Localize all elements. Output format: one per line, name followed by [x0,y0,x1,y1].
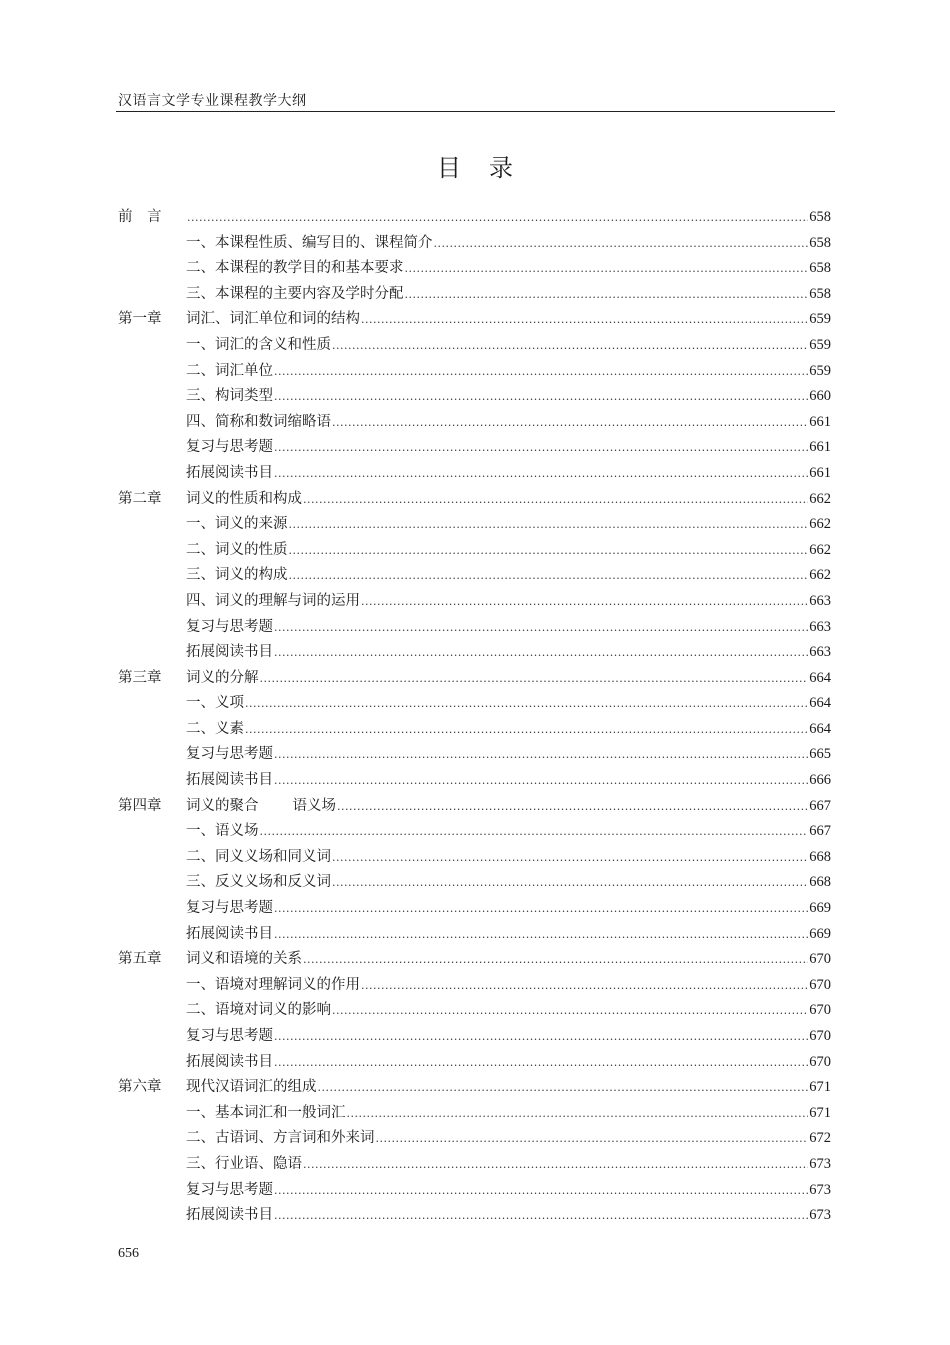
dot-leader [332,876,808,889]
dot-leader [337,800,808,813]
dot-leader [361,979,808,992]
toc-page-number: 663 [809,592,831,609]
toc-chapter-number: 前 言 [118,209,162,225]
toc-entry-label [118,922,273,943]
toc-chapter-entry[interactable] [118,794,831,820]
toc-entry-label [118,794,336,815]
toc-page-number: 662 [809,516,831,533]
dot-leader [361,595,808,608]
dot-leader [274,1030,808,1043]
toc-entry-title: 一、义项 [186,695,244,712]
toc-entry-title: 一、本课程性质、编写目的、课程简介 [186,234,433,251]
toc-entry-label [118,256,404,277]
toc-page-number: 669 [809,900,831,917]
toc-entry-title: 复习与思考题 [186,1028,273,1044]
toc-chapter-entry[interactable] [118,307,831,333]
dot-leader [434,237,809,250]
dot-leader [274,928,808,941]
toc-section-entry[interactable] [118,819,831,845]
toc-entry-label [118,205,186,226]
toc-section-entry[interactable] [118,384,831,410]
toc-entry-title: 一、语义场 [186,823,259,840]
toc-entry-label [118,1075,317,1096]
toc-section-entry[interactable] [118,359,831,385]
dot-leader [274,646,808,659]
dot-leader [245,697,808,710]
toc-entry-label [118,461,273,482]
toc-section-entry[interactable] [118,717,831,743]
toc-page-number: 664 [809,669,831,686]
toc-page-number: 673 [809,1207,831,1224]
toc-section-entry[interactable] [118,640,831,666]
toc-page-number: 669 [809,925,831,942]
toc-chapter-number: 第五章 [118,951,162,968]
toc-page-number: 660 [809,388,831,405]
toc-page-number: 661 [809,413,831,430]
toc-entry-title: 二、词义的性质 [186,541,288,558]
toc-entry-label [118,691,244,712]
toc-page-number: 673 [809,1181,831,1198]
toc-entry-title: 二、义素 [186,720,244,737]
dot-leader [289,544,809,557]
toc-entry-title: 一、词汇的含义和性质 [186,336,331,353]
toc-section-entry[interactable] [118,563,831,589]
toc-entry-title: 拓展阅读书目 [186,772,273,789]
toc-entry-label [118,410,331,431]
toc-entry-title: 三、行业语、隐语 [186,1155,302,1172]
dot-leader [274,902,808,915]
dot-leader [376,1132,809,1145]
toc-page-number: 671 [809,1104,831,1121]
toc-page-number: 658 [809,234,831,251]
toc-entry-title: 词汇、词汇单位和词的结构 [186,311,360,328]
dot-leader [274,621,808,634]
toc-entry-label [118,998,331,1019]
dot-leader [187,211,808,224]
toc-page-number: 658 [809,209,831,225]
toc-section-entry[interactable] [118,922,831,948]
toc-page-number: 668 [809,874,831,891]
toc-page-number: 667 [809,823,831,840]
toc-entry-label [118,282,404,303]
toc-section-entry[interactable] [118,870,831,896]
toc-page-number: 663 [809,618,831,635]
toc-entry-title: 拓展阅读书目 [186,644,273,661]
toc-entry-title: 三、构词类型 [186,388,273,405]
page-title: 目录 [437,154,541,182]
toc-section-entry[interactable] [118,1126,831,1152]
toc-section-entry[interactable] [118,998,831,1024]
dot-leader [405,262,809,275]
toc-section-entry[interactable] [118,896,831,922]
toc-entry-label [118,870,331,891]
toc-entry-title: 二、本课程的教学目的和基本要求 [186,260,404,277]
toc-page-number: 670 [809,1002,831,1019]
toc-section-entry[interactable] [118,1101,831,1127]
toc-entry-label [118,512,288,533]
running-header: 汉语言文学专业课程教学大纲 [118,93,307,109]
toc-entry-title: 现代汉语词汇的组成 [186,1079,317,1096]
toc-entry-label [118,896,273,917]
toc-section-entry[interactable] [118,256,831,282]
toc-entry-title: 四、词义的理解与词的运用 [186,592,360,609]
toc-entry-label [118,589,360,610]
toc-page-number: 659 [809,336,831,353]
toc-entry-title: 拓展阅读书目 [186,925,273,942]
toc-page-number: 670 [809,951,831,968]
dot-leader [274,748,808,761]
page-number: 656 [118,1246,139,1261]
toc-page-number: 673 [809,1155,831,1172]
toc-entry-title: 词义的分解 [186,669,259,686]
toc-page-number: 664 [809,720,831,737]
toc-page-number: 658 [809,285,831,302]
toc-entry-label [118,845,331,866]
toc-page-number: 666 [809,772,831,789]
dot-leader [245,723,808,736]
toc-entry-label [118,1152,302,1173]
dot-leader [347,1107,809,1120]
dot-leader [405,288,809,301]
toc-chapter-number: 第一章 [118,311,162,328]
toc-entry-label [118,231,433,252]
dot-leader [332,1004,808,1017]
toc-entry-label [118,615,273,636]
dot-leader [274,441,808,454]
toc-section-entry[interactable] [118,512,831,538]
toc-page-number: 672 [809,1130,831,1147]
toc-entry-label [118,947,302,968]
toc-entry-label [118,666,259,687]
toc-entry-label [118,819,259,840]
toc-page-number: 670 [809,976,831,993]
toc-entry-label [118,563,288,584]
toc-entry-label [118,1024,273,1045]
dot-leader [318,1081,809,1094]
toc-page-number: 671 [809,1079,831,1096]
toc-entry-label [118,538,288,559]
toc-entry-label [118,640,273,661]
toc-entry-label [118,1050,273,1071]
dot-leader [274,390,808,403]
dot-leader [274,1184,808,1197]
toc-page-number: 667 [809,797,831,814]
toc-page-number: 662 [809,490,831,507]
toc-section-entry[interactable] [118,231,831,257]
toc-entry-title: 一、语境对理解词义的作用 [186,976,360,993]
toc-entry-label [118,1203,273,1224]
toc-page-number: 662 [809,541,831,558]
toc-section-entry[interactable] [118,768,831,794]
toc-entry-label [118,359,273,380]
toc-section-entry[interactable] [118,410,831,436]
toc-page-number: 668 [809,848,831,865]
dot-leader [303,493,808,506]
toc-chapter-entry[interactable] [118,205,831,231]
toc-section-entry[interactable] [118,1152,831,1178]
toc-section-entry[interactable] [118,461,831,487]
toc-entry-label [118,487,302,508]
dot-leader [289,569,809,582]
dot-leader [332,339,808,352]
toc-section-entry[interactable] [118,282,831,308]
table-of-contents [118,205,831,1229]
toc-section-entry[interactable] [118,538,831,564]
toc-section-entry[interactable] [118,691,831,717]
toc-entry-title: 三、反义义场和反义词 [186,874,331,891]
toc-page-number: 659 [809,362,831,379]
dot-leader [274,774,808,787]
toc-entry-label [118,717,244,738]
toc-entry-title: 一、基本词汇和一般词汇 [186,1104,346,1121]
header-rule [116,111,835,112]
toc-chapter-number: 第二章 [118,490,162,507]
toc-entry-label [118,1178,273,1199]
toc-entry-title: 二、古语词、方言词和外来词 [186,1130,375,1147]
toc-chapter-entry[interactable] [118,947,831,973]
toc-entry-title: 二、语境对词义的影响 [186,1002,331,1019]
toc-page-number: 663 [809,644,831,661]
toc-page-number: 670 [809,1053,831,1070]
toc-entry-title: 词义的性质和构成 [186,490,302,507]
toc-section-entry[interactable] [118,742,831,768]
toc-section-entry[interactable] [118,333,831,359]
toc-section-entry[interactable] [118,435,831,461]
toc-page-number: 662 [809,567,831,584]
toc-entry-label [118,1101,346,1122]
toc-page-number: 664 [809,695,831,712]
toc-page-number: 661 [809,439,831,456]
dot-leader [303,1158,808,1171]
toc-entry-title: 复习与思考题 [186,439,273,456]
toc-chapter-entry[interactable] [118,1075,831,1101]
toc-entry-label [118,333,331,354]
toc-entry-label [118,1126,375,1147]
toc-entry-title: 词义的聚合 [186,797,259,814]
toc-entry-title: 复习与思考题 [186,618,273,635]
toc-section-entry[interactable] [118,615,831,641]
toc-page-number: 665 [809,746,831,763]
toc-section-entry[interactable] [118,1203,831,1229]
toc-chapter-entry[interactable] [118,666,831,692]
toc-page-number: 658 [809,260,831,277]
dot-leader [274,467,808,480]
toc-entry-title: 拓展阅读书目 [186,464,273,481]
toc-page-number: 670 [809,1028,831,1044]
toc-entry-title: 二、词汇单位 [186,362,273,379]
dot-leader [361,313,808,326]
toc-chapter-number: 第六章 [118,1079,162,1096]
toc-entry-title: 复习与思考题 [186,746,273,763]
dot-leader [332,851,808,864]
dot-leader [260,672,809,685]
toc-section-entry[interactable] [118,1024,831,1050]
toc-chapter-number: 第三章 [118,669,162,686]
toc-section-entry[interactable] [118,1050,831,1076]
dot-leader [303,953,808,966]
toc-section-entry[interactable] [118,973,831,999]
dot-leader [260,825,809,838]
dot-leader [274,365,808,378]
dot-leader [274,1056,808,1069]
toc-entry-title: 复习与思考题 [186,900,273,917]
toc-entry-title: 二、同义义场和同义词 [186,848,331,865]
toc-entry-label [118,742,273,763]
toc-entry-label [118,435,273,456]
toc-page-number: 661 [809,464,831,481]
toc-section-entry[interactable] [118,589,831,615]
toc-chapter-number: 第四章 [118,797,162,814]
dot-leader [332,416,808,429]
toc-entry-title: 三、本课程的主要内容及学时分配 [186,285,404,302]
toc-entry-label [118,307,360,328]
toc-section-entry[interactable] [118,845,831,871]
toc-chapter-entry[interactable] [118,487,831,513]
toc-page-number: 659 [809,311,831,328]
toc-entry-title: 拓展阅读书目 [186,1053,273,1070]
dot-leader [289,518,809,531]
toc-entry-title: 复习与思考题 [186,1181,273,1198]
toc-entry-label [118,768,273,789]
toc-entry-title: 三、词义的构成 [186,567,288,584]
toc-section-entry[interactable] [118,1178,831,1204]
toc-entry-title: 一、词义的来源 [186,516,288,533]
toc-entry-label [118,973,360,994]
dot-leader [274,1209,808,1222]
toc-entry-title: 拓展阅读书目 [186,1207,273,1224]
toc-entry-title: 四、简称和数词缩略语 [186,413,331,430]
toc-entry-title: 词义和语境的关系 [186,951,302,968]
toc-entry-subtitle: 语义场 [292,797,336,814]
toc-entry-label [118,384,273,405]
